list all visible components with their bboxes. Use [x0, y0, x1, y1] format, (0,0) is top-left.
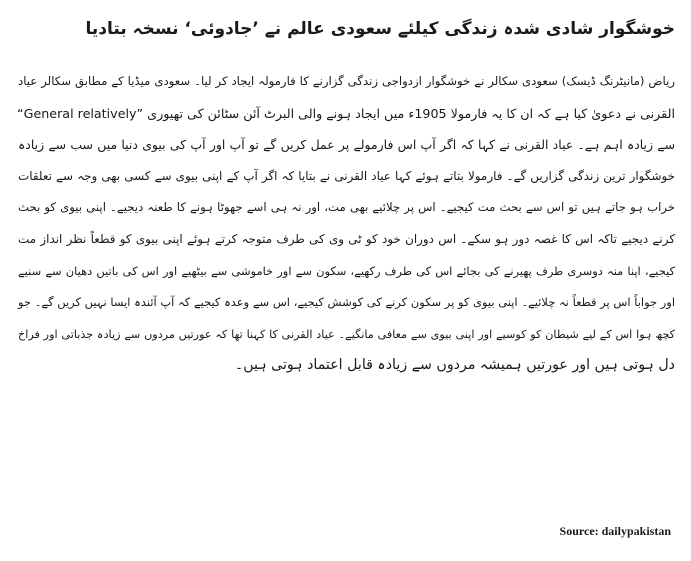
- source-credit: Source: dailypakistan: [559, 524, 671, 538]
- article-line: کیجیے، اپنا منہ دوسری طرف پھیرنے کی بجائے اس کی طرف رکھیے، سکون سے اور خاموشی سے بیٹھیے اور اس کی باتیں دھیان سے سنیے: [18, 263, 675, 278]
- article-body: [18, 66, 675, 382]
- article-line-last: دل ہوتی ہیں اور عورتیں ہمیشہ مردوں سے زیادہ قابل اعتماد ہوتی ہیں۔: [234, 357, 675, 374]
- article-line: ریاض (مانیٹرنگ ڈیسک) سعودی سکالر نے خوشگوار ازدواجی زندگی گزارنے کا فارمولہ ایجاد کر لیا۔ سعودی میڈیا کے مطابق سکالر عیاد: [18, 74, 675, 88]
- article-line: خوشگوار ترین زندگی گزاریں گے۔ فارمولا بتاتے ہوئے کہا عیاد القرنی نے بتایا کہ اگر آپ کے اپنی بیوی سے کسی بھی وجہ سے تعلقات: [18, 168, 675, 183]
- news-article: [18, 14, 675, 561]
- article-line: کچھ ہوا اس کے لیے شیطان کو کوسیے اور اپنی بیوی سے معافی مانگیے۔ عیاد القرنی کا کہنا تھا کہ عورتیں مردوں سے زیادہ جذباتی اور فراخ: [18, 327, 675, 341]
- article-line: القرنی نے دعویٰ کیا ہے کہ ان کا یہ فارمولا 1905ء میں ایجاد ہونے والی البرٹ آئن سٹائن کی تھیوری ”General relatively“: [17, 105, 675, 121]
- article-headline: خوشگوار شادی شدہ زندگی کیلئے سعودی عالم نے ’جادوئی‘ نسخہ بتادیا: [85, 19, 675, 39]
- article-line: اور جواباً اس پر قطعاً نہ چلائیے۔ اپنی بیوی کو پر سکون کرنے کی کوشش کیجیے، اس سے وعدہ کیجیے کہ آپ آئندہ ایسا نہیں کریں گے۔ جو: [18, 295, 675, 310]
- article-line: سے زیادہ اہم ہے۔ عیاد القرنی نے کہا کہ اگر آپ اس فارمولے پر عمل کریں گے تو آپ اور آپ کی بیوی دنیا میں سب سے زیادہ: [18, 137, 675, 153]
- article-line: خراب ہو جاتے ہیں تو اس سے بحث مت کیجیے۔ اس پر چلائیے بھی مت، اور نہ ہی اسے جھوٹا ہونے کا طعنہ دیجیے۔ اپنی بیوی کو بحث: [18, 200, 675, 215]
- article-line: کرنے دیجیے تاکہ اس کا غصہ دور ہو سکے۔ اس دوران خود کو ٹی وی کی طرف متوجہ کرتے ہوئے اپنی بیوی کو قطعاً نظر انداز مت: [18, 231, 675, 246]
